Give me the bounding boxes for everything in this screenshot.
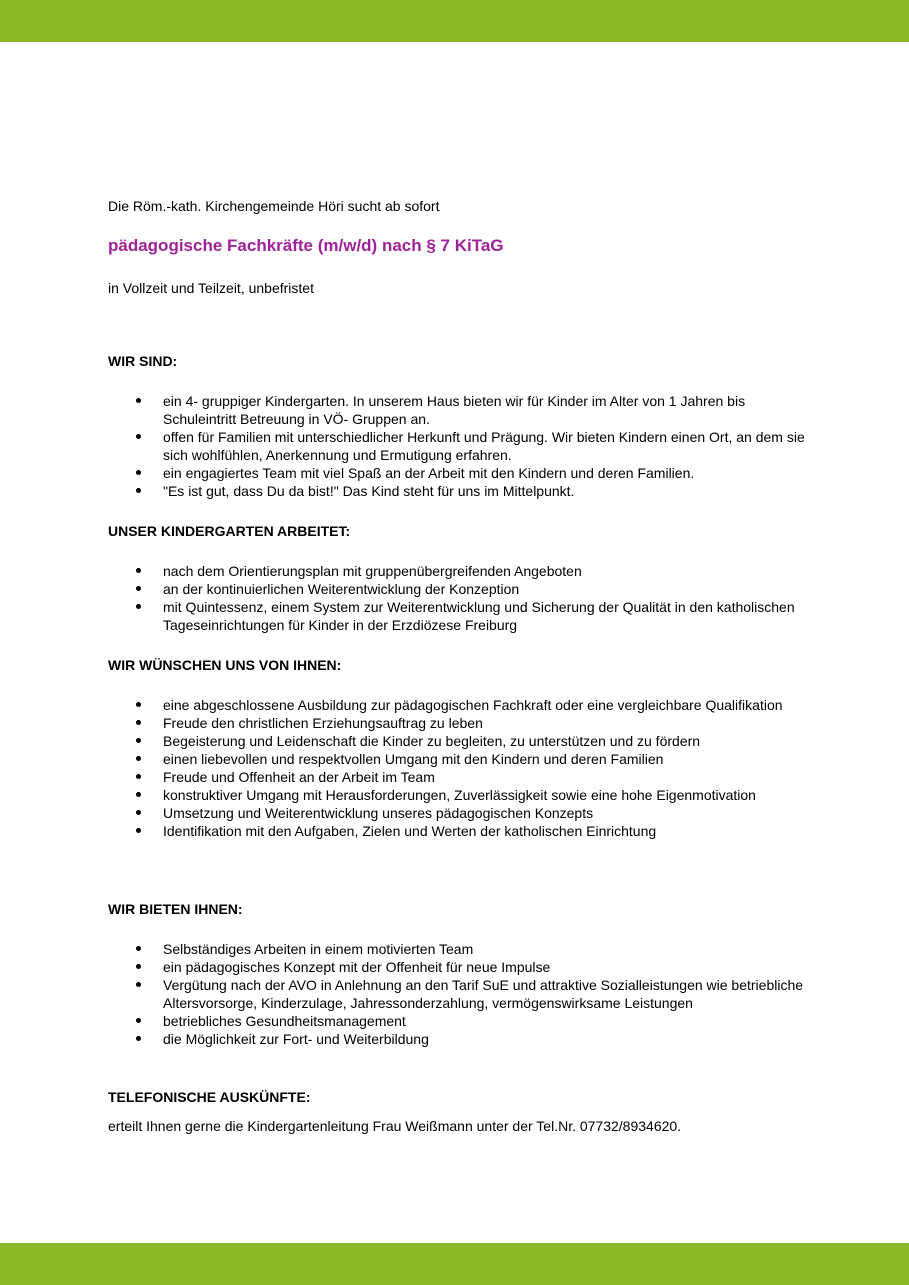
list-item: [108, 696, 808, 714]
list-bieten: [108, 940, 808, 1048]
list-item: [108, 768, 808, 786]
bullet-icon: [136, 1018, 141, 1023]
list-item: [108, 428, 808, 464]
section-heading-bieten: WIR BIETEN IHNEN:: [108, 901, 243, 917]
list-wuensche: [108, 696, 808, 840]
bullet-icon: [136, 720, 141, 725]
list-item-text: die Möglichkeit zur Fort- und Weiterbildung: [163, 1031, 429, 1047]
list-item-text: ein pädagogisches Konzept mit der Offenheit für neue Impulse: [163, 959, 551, 975]
bullet-icon: [136, 756, 141, 761]
bottom-green-band: [0, 1243, 909, 1285]
list-item-text: offen für Familien mit unterschiedlicher Herkunft und Prägung. Wir bieten Kindern einen Ort, an dem sie sich wohlfühlen, Anerkennung und Ermutigung erfahren.: [163, 429, 805, 463]
list-item: [108, 562, 808, 580]
section-heading-wir-sind: WIR SIND:: [108, 353, 178, 369]
list-item: [108, 392, 808, 428]
list-item: [108, 976, 808, 1012]
list-item-text: Identifikation mit den Aufgaben, Zielen und Werten der katholischen Einrichtung: [163, 823, 657, 839]
list-item-text: mit Quintessenz, einem System zur Weiterentwicklung und Sicherung der Qualität in den katholischen Tageseinrichtungen für Kinder in der Erzdiözese Freiburg: [163, 599, 795, 633]
list-item-text: Begeisterung und Leidenschaft die Kinder zu begleiten, zu unterstützen und zu fördern: [163, 733, 701, 749]
list-item-text: ein 4- gruppiger Kindergarten. In unserem Haus bieten wir für Kinder im Alter von 1 Jahren bis Schuleintritt Betreuung in VÖ- Gruppen an.: [163, 393, 746, 427]
list-item-text: ein engagiertes Team mit viel Spaß an der Arbeit mit den Kindern und deren Familien.: [163, 465, 695, 481]
list-item: [108, 482, 808, 500]
bullet-icon: [136, 604, 141, 609]
bullet-icon: [136, 792, 141, 797]
list-item: [108, 1030, 808, 1048]
bullet-icon: [136, 434, 141, 439]
list-item: [108, 580, 808, 598]
contact-text: erteilt Ihnen gerne die Kindergartenleitung Frau Weißmann unter der Tel.Nr. 07732/8934620.: [108, 1118, 682, 1134]
list-item-text: Vergütung nach der AVO in Anlehnung an den Tarif SuE und attraktive Sozialleistungen wie betriebliche Altersvorsorge, Kinderzulage, Jahressonderzahlung, vermögenswirksame Leistungen: [163, 977, 804, 1011]
bullet-icon: [136, 964, 141, 969]
list-item: [108, 804, 808, 822]
bullet-icon: [136, 1036, 141, 1041]
top-green-band: [0, 0, 909, 42]
list-item-text: einen liebevollen und respektvollen Umgang mit den Kindern und deren Familien: [163, 751, 664, 767]
list-item: [108, 958, 808, 976]
bullet-icon: [136, 398, 141, 403]
section-heading-kindergarten: UNSER KINDERGARTEN ARBEITET:: [108, 523, 351, 539]
list-item: [108, 1012, 808, 1030]
list-item-text: konstruktiver Umgang mit Herausforderungen, Zuverlässigkeit sowie eine hohe Eigenmotivation: [163, 787, 756, 803]
bullet-icon: [136, 568, 141, 573]
list-item: [108, 598, 808, 634]
list-item-text: an der kontinuierlichen Weiterentwicklung der Konzeption: [163, 581, 520, 597]
list-kindergarten: [108, 562, 808, 634]
bullet-icon: [136, 470, 141, 475]
list-item: [108, 732, 808, 750]
section-heading-telefon: TELEFONISCHE AUSKÜNFTE:: [108, 1089, 311, 1105]
list-wir-sind: [108, 392, 808, 500]
bullet-icon: [136, 982, 141, 987]
list-item-text: eine abgeschlossene Ausbildung zur pädagogischen Fachkraft oder eine vergleichbare Qualifikation: [163, 697, 783, 713]
list-item: [108, 464, 808, 482]
list-item-text: betriebliches Gesundheitsmanagement: [163, 1013, 406, 1029]
job-title: pädagogische Fachkräfte (m/w/d) nach § 7 KiTaG: [108, 236, 504, 255]
bullet-icon: [136, 774, 141, 779]
bullet-icon: [136, 702, 141, 707]
section-heading-wuensche: WIR WÜNSCHEN UNS VON IHNEN:: [108, 657, 342, 673]
list-item-text: Umsetzung und Weiterentwicklung unseres pädagogischen Konzepts: [163, 805, 594, 821]
bullet-icon: [136, 586, 141, 591]
list-item-text: nach dem Orientierungsplan mit gruppenübergreifenden Angeboten: [163, 563, 582, 579]
intro-text: Die Röm.-kath. Kirchengemeinde Höri sucht ab sofort: [108, 198, 440, 214]
list-item-text: Freude und Offenheit an der Arbeit im Team: [163, 769, 435, 785]
list-item: [108, 714, 808, 732]
bullet-icon: [136, 828, 141, 833]
list-item-text: Selbständiges Arbeiten in einem motivierten Team: [163, 941, 474, 957]
bullet-icon: [136, 488, 141, 493]
list-item: [108, 940, 808, 958]
list-item: [108, 822, 808, 840]
bullet-icon: [136, 738, 141, 743]
list-item: [108, 786, 808, 804]
bullet-icon: [136, 946, 141, 951]
list-item-text: "Es ist gut, dass Du da bist!" Das Kind steht für uns im Mittelpunkt.: [163, 483, 575, 499]
list-item: [108, 750, 808, 768]
list-item-text: Freude den christlichen Erziehungsauftrag zu leben: [163, 715, 483, 731]
employment-type: in Vollzeit und Teilzeit, unbefristet: [108, 280, 314, 296]
bullet-icon: [136, 810, 141, 815]
